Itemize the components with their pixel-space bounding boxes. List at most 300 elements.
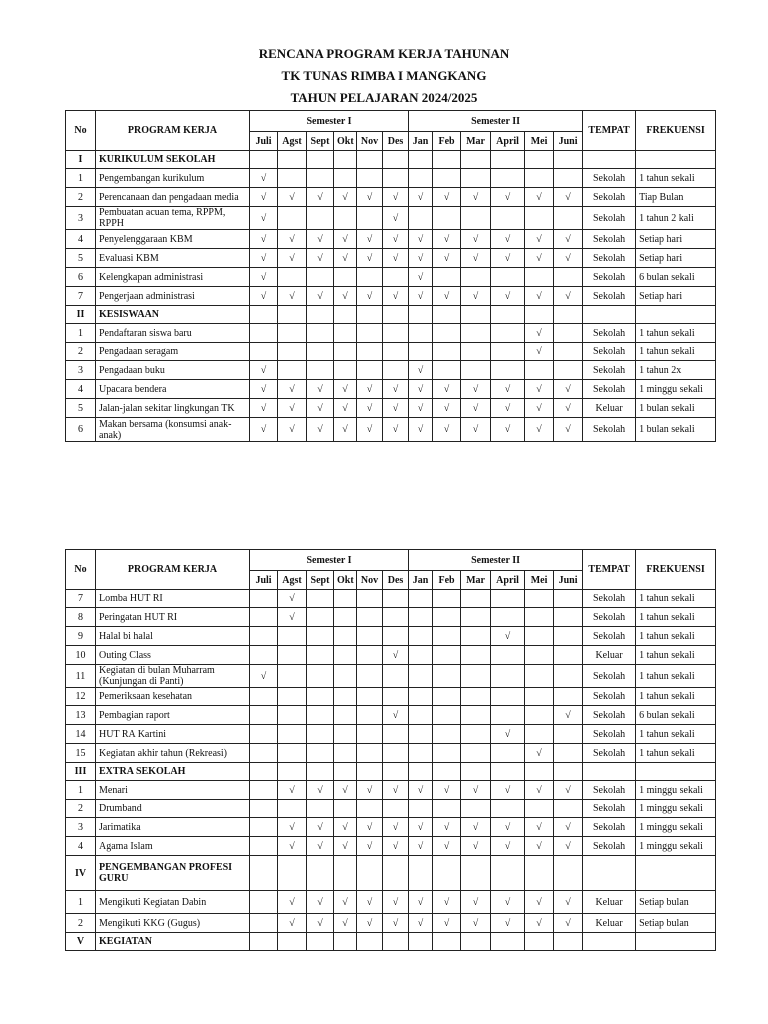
table-row [66, 818, 716, 837]
row-number: 12 [66, 688, 96, 706]
check-mark: √ [525, 324, 554, 343]
program-name: Pembuatan acuan tema, RPPM, RPPH [96, 207, 250, 230]
empty-cell [278, 169, 307, 188]
empty-cell [409, 169, 433, 188]
program-name: Peringatan HUT RI [96, 608, 250, 627]
check-mark: √ [334, 818, 357, 837]
frequency-cell: Setiap hari [636, 287, 716, 306]
place-cell: Sekolah [583, 380, 636, 399]
empty-cell [554, 744, 583, 763]
program-name: Agama Islam [96, 837, 250, 856]
table-row [66, 891, 716, 914]
program-table-page-2 [65, 549, 716, 951]
empty-cell [461, 706, 491, 725]
table-row [66, 800, 716, 818]
empty-cell [334, 361, 357, 380]
row-number: I [66, 151, 96, 169]
program-name: Jarimatika [96, 818, 250, 837]
program-name: Mengikuti Kegiatan Dabin [96, 891, 250, 914]
check-mark: √ [334, 418, 357, 442]
empty-cell [250, 763, 278, 781]
empty-cell [278, 763, 307, 781]
empty-cell [433, 800, 461, 818]
empty-cell [334, 856, 357, 891]
empty-cell [554, 763, 583, 781]
check-mark: √ [334, 287, 357, 306]
place-cell: Sekolah [583, 800, 636, 818]
check-mark: √ [278, 590, 307, 608]
empty-cell [636, 151, 716, 169]
row-number: 4 [66, 380, 96, 399]
empty-cell [307, 169, 334, 188]
check-mark: √ [383, 706, 409, 725]
check-mark: √ [250, 380, 278, 399]
empty-cell [433, 706, 461, 725]
empty-cell [307, 688, 334, 706]
empty-cell [409, 744, 433, 763]
empty-cell [491, 343, 525, 361]
empty-cell [383, 268, 409, 287]
frequency-cell: 1 tahun sekali [636, 744, 716, 763]
table-row [66, 361, 716, 380]
empty-cell [383, 608, 409, 627]
check-mark: √ [307, 914, 334, 933]
empty-cell [461, 933, 491, 951]
row-number: 8 [66, 608, 96, 627]
frequency-cell: 1 minggu sekali [636, 818, 716, 837]
check-mark: √ [409, 268, 433, 287]
empty-cell [409, 646, 433, 665]
row-number: 10 [66, 646, 96, 665]
empty-cell [334, 306, 357, 324]
empty-cell [636, 763, 716, 781]
check-mark: √ [250, 399, 278, 418]
empty-cell [433, 933, 461, 951]
check-mark: √ [433, 418, 461, 442]
program-name: HUT RA Kartini [96, 725, 250, 744]
empty-cell [525, 646, 554, 665]
check-mark: √ [307, 380, 334, 399]
check-mark: √ [307, 418, 334, 442]
row-number: 1 [66, 324, 96, 343]
frequency-cell: Setiap hari [636, 230, 716, 249]
check-mark: √ [307, 188, 334, 207]
empty-cell [554, 207, 583, 230]
check-mark: √ [409, 418, 433, 442]
row-number: V [66, 933, 96, 951]
place-cell: Sekolah [583, 627, 636, 646]
empty-cell [461, 268, 491, 287]
check-mark: √ [250, 169, 278, 188]
empty-cell [307, 361, 334, 380]
empty-cell [525, 207, 554, 230]
place-cell: Keluar [583, 399, 636, 418]
empty-cell [307, 343, 334, 361]
check-mark: √ [409, 380, 433, 399]
empty-cell [250, 590, 278, 608]
empty-cell [491, 207, 525, 230]
empty-cell [491, 590, 525, 608]
check-mark: √ [409, 818, 433, 837]
empty-cell [461, 665, 491, 688]
row-number: 1 [66, 169, 96, 188]
empty-cell [461, 306, 491, 324]
empty-cell [461, 627, 491, 646]
check-mark: √ [334, 380, 357, 399]
check-mark: √ [554, 914, 583, 933]
empty-cell [334, 744, 357, 763]
header-month: Okt [334, 571, 357, 590]
empty-cell [409, 665, 433, 688]
empty-cell [278, 627, 307, 646]
empty-cell [250, 891, 278, 914]
program-name: Kegiatan akhir tahun (Rekreasi) [96, 744, 250, 763]
header-program: PROGRAM KERJA [96, 550, 250, 590]
empty-cell [525, 688, 554, 706]
frequency-cell: Setiap hari [636, 249, 716, 268]
check-mark: √ [491, 837, 525, 856]
header-month: Juli [250, 571, 278, 590]
empty-cell [307, 590, 334, 608]
empty-cell [409, 725, 433, 744]
empty-cell [250, 324, 278, 343]
check-mark: √ [334, 781, 357, 800]
empty-cell [433, 268, 461, 287]
row-number: 3 [66, 207, 96, 230]
check-mark: √ [525, 818, 554, 837]
header-month: Agst [278, 132, 307, 151]
empty-cell [525, 725, 554, 744]
empty-cell [278, 268, 307, 287]
check-mark: √ [433, 818, 461, 837]
check-mark: √ [250, 361, 278, 380]
check-mark: √ [491, 188, 525, 207]
empty-cell [383, 306, 409, 324]
empty-cell [278, 933, 307, 951]
check-mark: √ [357, 891, 383, 914]
empty-cell [334, 800, 357, 818]
empty-cell [525, 933, 554, 951]
empty-cell [357, 688, 383, 706]
empty-cell [636, 933, 716, 951]
place-cell: Sekolah [583, 324, 636, 343]
empty-cell [554, 725, 583, 744]
empty-cell [554, 306, 583, 324]
check-mark: √ [433, 914, 461, 933]
empty-cell [554, 856, 583, 891]
program-name: Drumband [96, 800, 250, 818]
empty-cell [491, 151, 525, 169]
check-mark: √ [278, 418, 307, 442]
empty-cell [554, 324, 583, 343]
empty-cell [307, 665, 334, 688]
check-mark: √ [461, 230, 491, 249]
frequency-cell: 1 tahun sekali [636, 725, 716, 744]
empty-cell [357, 627, 383, 646]
empty-cell [525, 627, 554, 646]
check-mark: √ [383, 230, 409, 249]
row-number: 14 [66, 725, 96, 744]
place-cell: Sekolah [583, 608, 636, 627]
empty-cell [383, 151, 409, 169]
empty-cell [461, 725, 491, 744]
empty-cell [583, 306, 636, 324]
empty-cell [357, 933, 383, 951]
empty-cell [525, 590, 554, 608]
section-title: KEGIATAN [96, 933, 250, 951]
empty-cell [357, 590, 383, 608]
header-program: PROGRAM KERJA [96, 111, 250, 151]
empty-cell [357, 800, 383, 818]
empty-cell [307, 856, 334, 891]
empty-cell [278, 725, 307, 744]
check-mark: √ [461, 418, 491, 442]
row-number: III [66, 763, 96, 781]
check-mark: √ [357, 418, 383, 442]
empty-cell [525, 268, 554, 287]
check-mark: √ [250, 268, 278, 287]
check-mark: √ [525, 399, 554, 418]
empty-cell [461, 856, 491, 891]
table-row [66, 590, 716, 608]
row-number: 7 [66, 287, 96, 306]
check-mark: √ [278, 287, 307, 306]
empty-cell [250, 800, 278, 818]
check-mark: √ [357, 914, 383, 933]
empty-cell [554, 169, 583, 188]
place-cell: Sekolah [583, 818, 636, 837]
empty-cell [250, 706, 278, 725]
table-row [66, 725, 716, 744]
empty-cell [433, 361, 461, 380]
program-name: Menari [96, 781, 250, 800]
table-row [66, 418, 716, 442]
empty-cell [433, 306, 461, 324]
empty-cell [554, 627, 583, 646]
check-mark: √ [357, 249, 383, 268]
empty-cell [307, 306, 334, 324]
row-number: 5 [66, 399, 96, 418]
check-mark: √ [525, 380, 554, 399]
section-row [66, 151, 716, 169]
place-cell: Sekolah [583, 230, 636, 249]
check-mark: √ [433, 230, 461, 249]
section-title: EXTRA SEKOLAH [96, 763, 250, 781]
empty-cell [250, 725, 278, 744]
empty-cell [250, 608, 278, 627]
check-mark: √ [383, 837, 409, 856]
title-line-3: TAHUN PELAJARAN 2024/2025 [290, 90, 478, 105]
table-row [66, 399, 716, 418]
empty-cell [433, 627, 461, 646]
empty-cell [250, 646, 278, 665]
empty-cell [278, 324, 307, 343]
check-mark: √ [278, 781, 307, 800]
empty-cell [334, 590, 357, 608]
row-number: 6 [66, 268, 96, 287]
empty-cell [357, 306, 383, 324]
check-mark: √ [307, 287, 334, 306]
header-frequency: FREKUENSI [636, 111, 716, 151]
empty-cell [461, 744, 491, 763]
program-name: Pengerjaan administrasi [96, 287, 250, 306]
frequency-cell: 1 tahun sekali [636, 324, 716, 343]
empty-cell [307, 646, 334, 665]
header-month: Mar [461, 132, 491, 151]
empty-cell [554, 151, 583, 169]
check-mark: √ [525, 914, 554, 933]
empty-cell [307, 268, 334, 287]
empty-cell [409, 688, 433, 706]
place-cell: Sekolah [583, 688, 636, 706]
empty-cell [583, 856, 636, 891]
frequency-cell: 1 tahun 2x [636, 361, 716, 380]
empty-cell [491, 763, 525, 781]
header-month: April [491, 571, 525, 590]
check-mark: √ [409, 249, 433, 268]
section-title: KESISWAAN [96, 306, 250, 324]
empty-cell [461, 343, 491, 361]
empty-cell [278, 706, 307, 725]
header-place: TEMPAT [583, 111, 636, 151]
check-mark: √ [461, 914, 491, 933]
empty-cell [278, 306, 307, 324]
empty-cell [307, 324, 334, 343]
header-month: Mei [525, 132, 554, 151]
row-number: II [66, 306, 96, 324]
check-mark: √ [491, 287, 525, 306]
empty-cell [491, 856, 525, 891]
frequency-cell: 1 bulan sekali [636, 418, 716, 442]
empty-cell [554, 590, 583, 608]
header-month: Feb [433, 571, 461, 590]
empty-cell [334, 688, 357, 706]
empty-cell [278, 856, 307, 891]
empty-cell [357, 324, 383, 343]
check-mark: √ [525, 418, 554, 442]
empty-cell [307, 800, 334, 818]
table-row [66, 324, 716, 343]
place-cell: Sekolah [583, 169, 636, 188]
section-row [66, 856, 716, 891]
empty-cell [409, 207, 433, 230]
empty-cell [461, 207, 491, 230]
empty-cell [461, 169, 491, 188]
header-semester-1: Semester I [250, 111, 409, 132]
empty-cell [433, 763, 461, 781]
row-number: 5 [66, 249, 96, 268]
check-mark: √ [307, 818, 334, 837]
check-mark: √ [383, 188, 409, 207]
empty-cell [525, 306, 554, 324]
empty-cell [554, 343, 583, 361]
empty-cell [525, 800, 554, 818]
row-number: 15 [66, 744, 96, 763]
header-semester-2: Semester II [409, 111, 583, 132]
place-cell: Sekolah [583, 665, 636, 688]
empty-cell [491, 706, 525, 725]
check-mark: √ [278, 399, 307, 418]
empty-cell [250, 837, 278, 856]
frequency-cell: 1 tahun sekali [636, 608, 716, 627]
empty-cell [278, 800, 307, 818]
empty-cell [491, 800, 525, 818]
empty-cell [334, 665, 357, 688]
check-mark: √ [554, 287, 583, 306]
empty-cell [334, 763, 357, 781]
empty-cell [357, 608, 383, 627]
check-mark: √ [307, 891, 334, 914]
check-mark: √ [250, 249, 278, 268]
program-name: Pembagian raport [96, 706, 250, 725]
check-mark: √ [409, 287, 433, 306]
header-month: Des [383, 132, 409, 151]
program-table-page-1 [65, 110, 716, 442]
place-cell: Keluar [583, 914, 636, 933]
check-mark: √ [334, 914, 357, 933]
program-name: Pemeriksaan kesehatan [96, 688, 250, 706]
empty-cell [278, 646, 307, 665]
check-mark: √ [433, 287, 461, 306]
check-mark: √ [554, 706, 583, 725]
empty-cell [491, 665, 525, 688]
table-row [66, 287, 716, 306]
check-mark: √ [250, 665, 278, 688]
check-mark: √ [278, 818, 307, 837]
empty-cell [433, 725, 461, 744]
row-number: 1 [66, 781, 96, 800]
section-title: PENGEMBANGAN PROFESI GURU [96, 856, 250, 891]
empty-cell [383, 627, 409, 646]
empty-cell [334, 706, 357, 725]
table-row [66, 706, 716, 725]
empty-cell [334, 324, 357, 343]
frequency-cell: 6 bulan sekali [636, 268, 716, 287]
check-mark: √ [383, 399, 409, 418]
empty-cell [357, 744, 383, 763]
row-number: IV [66, 856, 96, 891]
place-cell: Sekolah [583, 706, 636, 725]
header-month: Nov [357, 132, 383, 151]
row-number: 9 [66, 627, 96, 646]
header-no: No [66, 111, 96, 151]
check-mark: √ [491, 230, 525, 249]
check-mark: √ [461, 399, 491, 418]
check-mark: √ [461, 837, 491, 856]
check-mark: √ [278, 608, 307, 627]
empty-cell [433, 744, 461, 763]
check-mark: √ [334, 230, 357, 249]
check-mark: √ [491, 399, 525, 418]
check-mark: √ [357, 230, 383, 249]
empty-cell [307, 725, 334, 744]
program-name: Jalan-jalan sekitar lingkungan TK [96, 399, 250, 418]
check-mark: √ [491, 249, 525, 268]
table-row [66, 914, 716, 933]
frequency-cell: 1 tahun sekali [636, 688, 716, 706]
check-mark: √ [307, 230, 334, 249]
program-name: Mengikuti KKG (Gugus) [96, 914, 250, 933]
check-mark: √ [409, 361, 433, 380]
empty-cell [491, 608, 525, 627]
empty-cell [383, 688, 409, 706]
empty-cell [433, 324, 461, 343]
check-mark: √ [383, 249, 409, 268]
place-cell: Sekolah [583, 725, 636, 744]
check-mark: √ [334, 399, 357, 418]
empty-cell [383, 725, 409, 744]
empty-cell [461, 646, 491, 665]
